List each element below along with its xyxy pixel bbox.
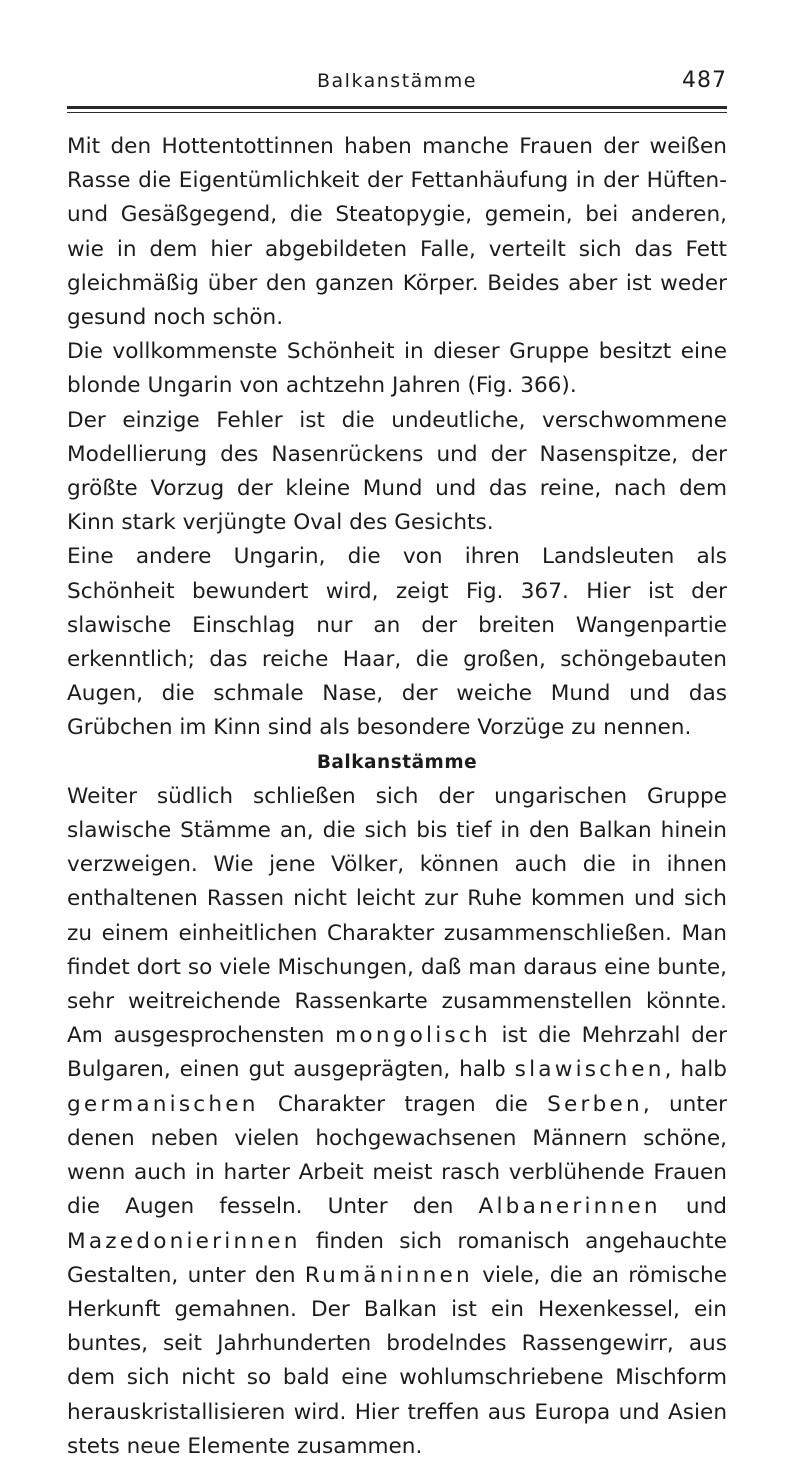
spaced-term: slawischen (514, 1057, 665, 1083)
paragraph: Eine andere Ungarin, die von ihren Landsleuten als Schönheit bewundert wird, zeigt Fig. 367. Hier ist der slawische Einschlag nur an der breiten Wangenpartie erkenntlich; das reiche Haar, die großen, schöngebauten Augen, die schmale Nase, der weiche Mund und das Grübchen im Kinn sind als besondere Vorzüge zu nennen. (67, 544, 727, 741)
text-run: finden sich romanisch angehauchte Gestalten, unter den (67, 1228, 727, 1288)
section-paragraph (67, 780, 727, 1464)
paragraph: Der einzige Fehler ist die undeutliche, verschwommene Modellierung des Nasenrückens und der Nasenspitze, der größte Vorzug der kleine Mund und das reine, nach dem Kinn stark verjüngte Oval des Gesichts. (67, 407, 727, 536)
body-text (67, 130, 727, 1464)
spaced-term: Serben (547, 1091, 643, 1117)
paragraph: Mit den Hottentottinnen haben manche Frauen der weißen Rasse die Eigentümlichkeit der Fettanhäufung in der Hüften- und Gesäßgegend, die Steatopygie, gemein, bei anderen, wie in dem hier abgebildeten Falle, verteilt sich das Fett gleichmäßig über den ganzen Körper. Beides aber ist weder gesund noch schön. (67, 134, 727, 331)
spaced-term: mongolisch (335, 1023, 491, 1049)
text-run: , halb (664, 1057, 727, 1083)
text-run: ist die Mehrzahl der Bulgaren, einen gut ausgeprägten, halb (67, 1023, 727, 1083)
header-rule (67, 112, 727, 113)
spaced-term: Albanerinnen (478, 1194, 661, 1220)
spaced-term: Mazedonierinnen (67, 1228, 301, 1254)
text-run: und (660, 1194, 727, 1220)
section-heading: Balkanstämme (316, 751, 478, 773)
spaced-term: Rumäninnen (304, 1262, 473, 1288)
spaced-term: germanischen (67, 1091, 259, 1117)
text-run: viele, die an römische Herkunft gemahnen. Der Balkan ist ein Hexenkessel, ein buntes, seit Jahrhunderten brodelndes Rassengewirr, aus dem sich nicht so bald eine wohlumschriebene Mischform herauskristallisieren wird. Hier treffen aus Europa und Asien stets neue Elemente zusammen. (67, 1262, 727, 1459)
page-number: 487 (682, 68, 727, 93)
book-page (67, 62, 727, 1464)
paragraph: Die vollkommenste Schönheit in dieser Gruppe besitzt eine blonde Ungarin von achtzehn Jahren (Fig. 366). (67, 339, 727, 399)
running-head (67, 62, 727, 109)
text-run: Charakter tragen die (258, 1091, 548, 1117)
text-run: , unter denen neben vielen hochgewachsenen Männern schöne, wenn auch in harter Arbeit meist rasch verblühende Frauen die Augen fesseln. Unter den (67, 1091, 727, 1220)
text-run: Weiter südlich schließen sich der ungarischen Gruppe slawische Stämme an, die sich bis tief in den Balkan hinein verzweigen. Wie jene Völker, können auch die in ihnen enthaltenen Rassen nicht leicht zur Ruhe kommen und sich zu einem einheitlichen Charakter zusammenschließen. Man findet dort so viele Mischungen, daß man daraus eine bunte, sehr weitreichende Rassenkarte zusammenstellen könnte. Am ausgesprochensten (67, 783, 727, 1049)
running-head-title: Balkanstämme (316, 70, 477, 92)
